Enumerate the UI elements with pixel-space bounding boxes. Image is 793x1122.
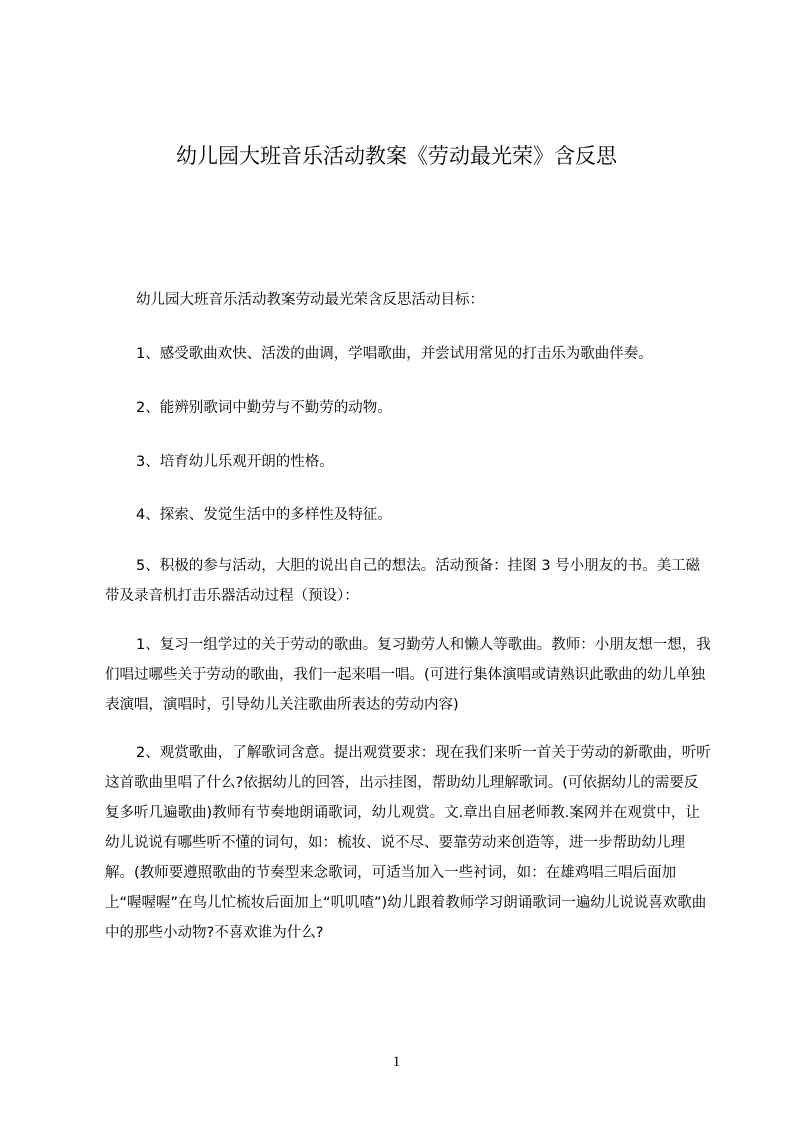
page-number: 1 <box>392 1054 401 1070</box>
paragraph-intro: 幼儿园大班音乐活动教案劳动最光荣含反思活动目标： <box>136 292 484 308</box>
paragraph-goal-3: 3、培育幼儿乐观开朗的性格。 <box>136 454 334 470</box>
document-title: 幼儿园大班音乐活动教案《劳动最光荣》含反思 <box>176 144 617 168</box>
paragraph-goal-4: 4、探索、发觉生活中的多样性及特征。 <box>136 507 392 523</box>
paragraph-goal-2: 2、能辨别歌词中勤劳与不勤劳的动物。 <box>136 400 392 416</box>
paragraph-step-1: 1、复习一组学过的关于劳动的歌曲。复习勤劳人和懒人等歌曲。教师：小朋友想一想，我们唱过哪些关于劳动的歌曲，我们一起来唱一唱。(可进行集体演唱或请熟识此歌曲的幼儿单独表演唱，演唱时，引导幼儿关注歌曲所表达的劳动内容) <box>105 637 711 713</box>
paragraph-goal-1: 1、感受歌曲欢快、活泼的曲调，学唱歌曲，并尝试用常见的打击乐为歌曲伴奏。 <box>136 346 653 362</box>
paragraph-goal-5: 5、积极的参与活动，大胆的说出自己的想法。活动预备：挂图 3 号小朋友的书。美工磁带及录音机打击乐器活动过程（预设）： <box>105 558 701 604</box>
paragraph-step-2: 2、观赏歌曲，了解歌词含意。提出观赏要求：现在我们来听一首关于劳动的新歌曲，听听这首歌曲里唱了什么?依据幼儿的回答，出示挂图，帮助幼儿理解歌词。(可依据幼儿的需要反复多听几遍歌曲)教师有节奏地朗诵歌词，幼儿观赏。文.章出自屈老师教.案网并在观赏中，让幼儿说说有哪些听不懂的词句，如：梳妆、说不尽、要靠劳动来创造等，进一步帮助幼儿理解。(教师要遵照歌曲的节奏型来念歌词，可适当加入一些衬词，如：在雄鸡唱三唱后面加上“喔喔喔”在鸟儿忙梳妆后面加上“叽叽喳”)幼儿跟着教师学习朗诵歌词一遍幼儿说说喜欢歌曲中的那些小动物?不喜欢谁为什么? <box>105 745 711 941</box>
